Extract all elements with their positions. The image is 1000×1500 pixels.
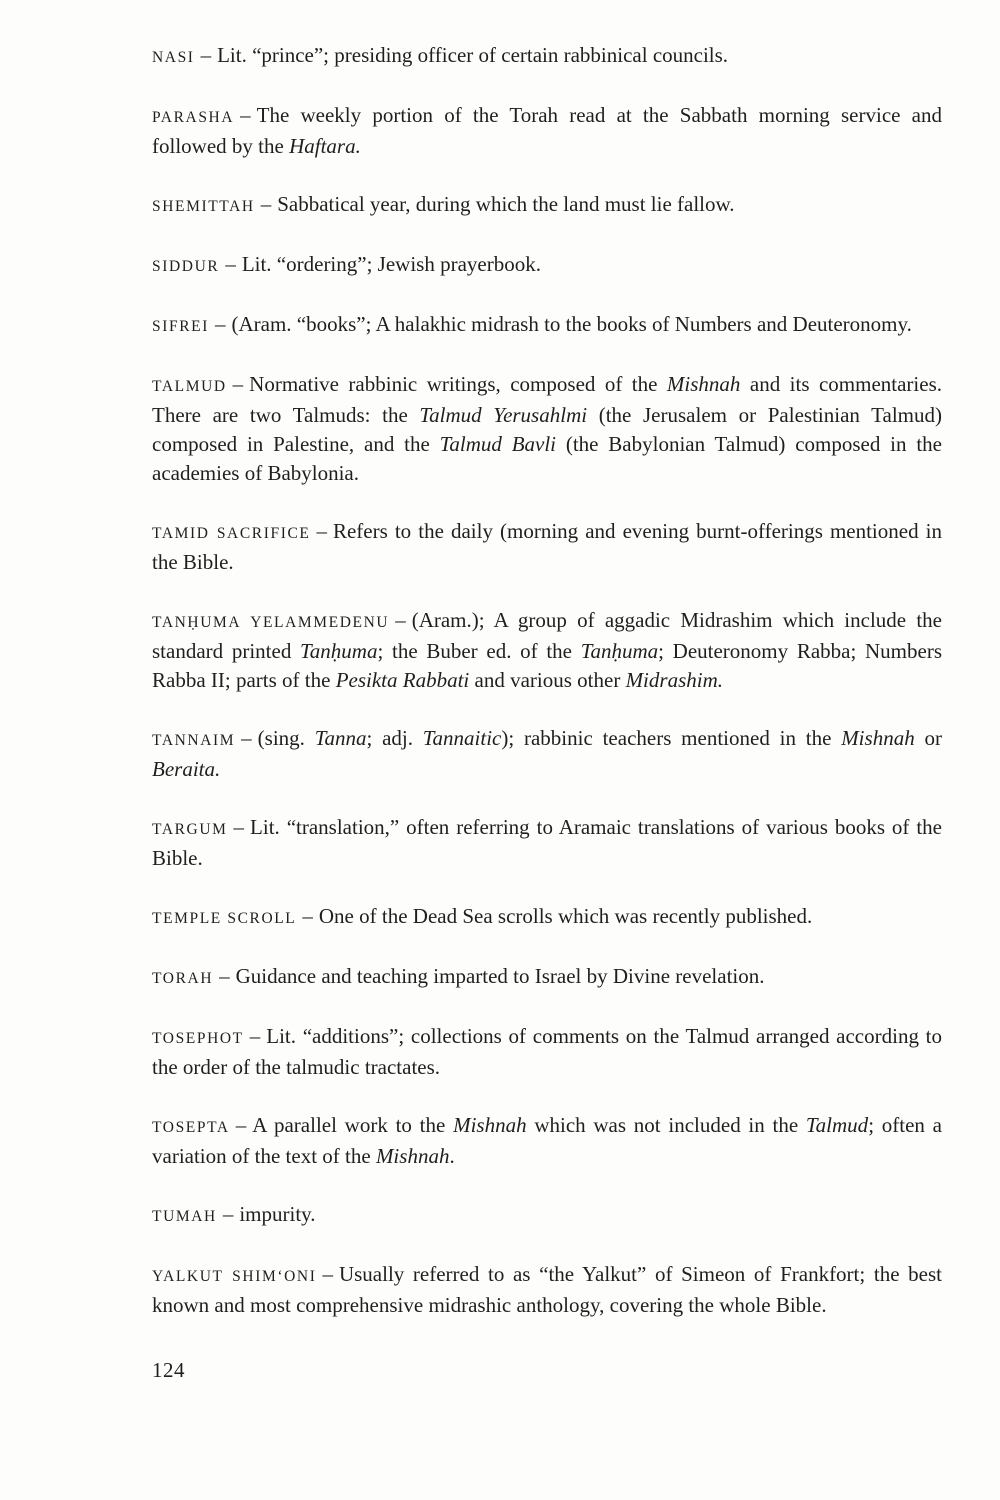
glossary-definition: (sing. Tanna; adj. Tannaitic); rabbinic teachers mentioned in the Mishnah or Beraita. [152, 726, 942, 781]
glossary-entry [152, 1022, 942, 1082]
glossary-term: SHEMITTAH [152, 198, 255, 215]
glossary-entry [152, 41, 942, 72]
glossary-term: SIDDUR [152, 258, 220, 275]
glossary-term: TALMUD [152, 378, 227, 395]
glossary-entry [152, 1200, 942, 1231]
glossary-entry [152, 724, 942, 784]
glossary-term: TANNAIM [152, 732, 236, 749]
glossary-definition: (Aram.); A group of aggadic Midrashim which include the standard printed Tanḥuma; the Buber ed. of the Tanḥuma; Deuteronomy Rabba; Numbers Rabba II; parts of the Pesikta Rabbati and various other Midrashim. [152, 608, 943, 692]
term-separator: – [232, 372, 244, 396]
term-separator: – [222, 1202, 234, 1226]
glossary-term: TUMAH [152, 1208, 217, 1225]
glossary-definition: Sabbatical year, during which the land must lie fallow. [277, 192, 735, 216]
glossary-list [152, 41, 942, 1320]
term-separator: – [214, 312, 226, 336]
glossary-definition: Lit. “additions”; collections of comments on the Talmud arranged according to the order of the talmudic tractates. [152, 1024, 942, 1079]
glossary-definition: Lit. “ordering”; Jewish prayerbook. [241, 252, 541, 276]
glossary-term: TAMID SACRIFICE [152, 525, 311, 542]
glossary-term: TEMPLE SCROLL [152, 910, 297, 927]
term-separator: – [316, 519, 327, 543]
term-separator: – [241, 726, 252, 750]
glossary-entry [152, 902, 942, 933]
glossary-definition: Guidance and teaching imparted to Israel by Divine revelation. [235, 964, 765, 988]
glossary-term: YALKUT SHIM‘ONI [152, 1268, 317, 1285]
glossary-term: TANḤUMA YELAMMEDENU [152, 614, 390, 631]
glossary-term: SIFREI [152, 318, 209, 335]
term-separator: – [240, 103, 251, 127]
glossary-entry [152, 962, 942, 993]
glossary-definition: A parallel work to the Mishnah which was not included in the Talmud; often a variation of the text of the Mishnah. [152, 1113, 942, 1168]
glossary-entry [152, 310, 942, 341]
glossary-entry [152, 813, 942, 873]
glossary-definition: Lit. “prince”; presiding officer of certain rabbinical councils. [217, 43, 729, 67]
glossary-definition: One of the Dead Sea scrolls which was recently published. [318, 904, 813, 928]
page-number: 124 [152, 1358, 185, 1382]
glossary-definition: Usually referred to as “the Yalkut” of Simeon of Frankfort; the best known and most comprehensive midrashic anthology, covering the whole Bible. [152, 1262, 942, 1317]
glossary-term: TOSEPTA [152, 1119, 230, 1136]
term-separator: – [200, 43, 212, 67]
term-separator: – [235, 1113, 247, 1137]
glossary-term: TOSEPHOT [152, 1030, 244, 1047]
glossary-entry [152, 1260, 942, 1320]
term-separator: – [395, 608, 406, 632]
glossary-definition: Normative rabbinic writings, composed of the Mishnah and its commentaries. There are two Talmuds: the Talmud Yerusahlmi (the Jerusalem or Palestinian Talmud) composed in Palestine, and the Talmud Bavli (the Babylonian Talmud) composed in the academies of Babylonia. [152, 372, 942, 485]
glossary-entry [152, 101, 942, 161]
term-separator: – [260, 192, 272, 216]
glossary-definition: Lit. “translation,” often referring to Aramaic translations of various books of the Bible. [152, 815, 942, 870]
term-separator: – [322, 1262, 333, 1286]
glossary-term: PARASHA [152, 109, 235, 126]
glossary-term: NASI [152, 49, 195, 66]
term-separator: – [249, 1024, 261, 1048]
glossary-definition: Refers to the daily (morning and evening burnt-offerings mentioned in the Bible. [152, 519, 942, 574]
glossary-term: TORAH [152, 970, 214, 987]
glossary-term: TARGUM [152, 821, 228, 838]
term-separator: – [225, 252, 236, 276]
glossary-definition: impurity. [239, 1202, 316, 1226]
term-separator: – [219, 964, 230, 988]
term-separator: – [233, 815, 245, 839]
glossary-definition: The weekly portion of the Torah read at the Sabbath morning service and followed by the Haftara. [152, 103, 942, 158]
glossary-entry [152, 190, 942, 221]
glossary-entry [152, 517, 942, 577]
glossary-entry [152, 250, 942, 281]
term-separator: – [302, 904, 313, 928]
glossary-entry [152, 606, 942, 695]
glossary-definition: (Aram. “books”; A halakhic midrash to the books of Numbers and Deuteronomy. [231, 312, 912, 336]
glossary-entry [152, 1111, 942, 1171]
glossary-entry [152, 370, 942, 488]
